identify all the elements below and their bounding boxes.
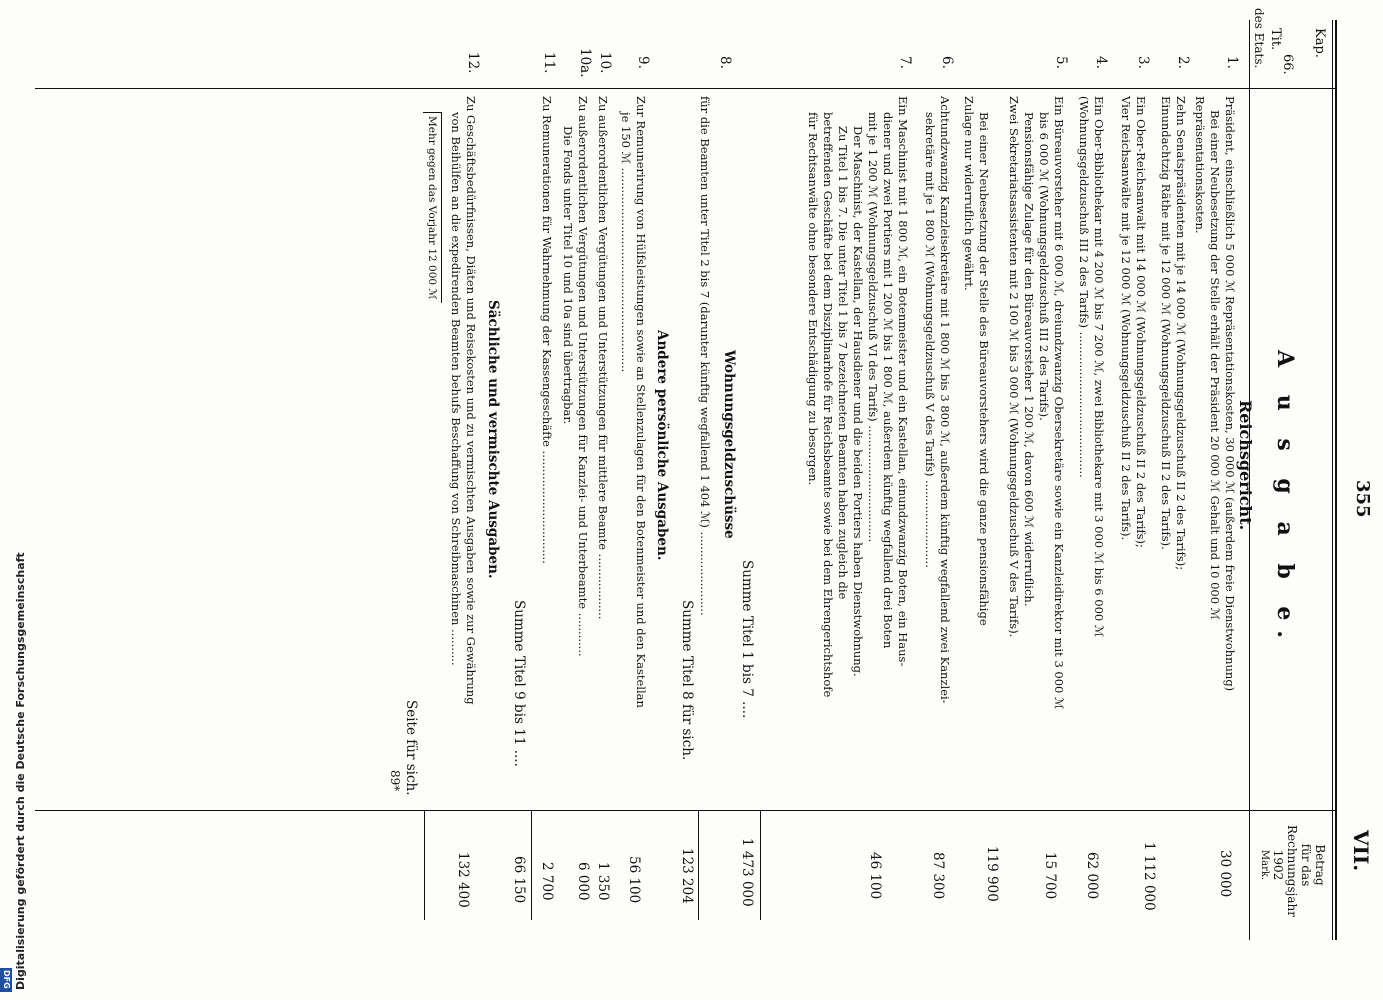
row-9-line: Zur Remunerirung von Hülfsleistungen sowie an Stellenzulagen für den Botenmeister und den Kastellan: [634, 96, 648, 708]
col-kap: Kap.: [1312, 28, 1327, 58]
tit-5: 5.: [1053, 56, 1069, 69]
row-8-sum-label: Summe Titel 8 für sich.: [679, 600, 695, 761]
row-3-line: Ein Ober-Reichsanwalt mit 14 000 ℳ (Wohnungsgeldzuschuß II 2 des Tarifs);: [1134, 96, 1148, 548]
chapter-number: 66.: [1280, 54, 1295, 75]
digitization-note-text: Digitalisierung gefördert durch die Deutsche Forschungsgemeinschaft: [14, 552, 27, 990]
sum-1-7-amount: 1 473 000: [739, 838, 755, 907]
row-11-line: Zu Remunerationen für Wahrnehmung der Kassengeschäfte ...............................: [540, 96, 554, 564]
row-1-line: Präsident, einschließlich 5 000 ℳ Repräsentationskosten, 30 000 ℳ (außerdem freie Dienstwohnung): [1223, 96, 1237, 692]
tit-7: 7.: [897, 56, 913, 69]
top-rule: [1335, 20, 1337, 940]
row-3-line: Vier Reichsanwälte mit je 12 000 ℳ (Wohnungsgeldzuschuß II 2 des Tarifs).: [1119, 96, 1133, 541]
col-tit: Tit.: [1268, 28, 1283, 51]
betrag-line: 1902: [1271, 849, 1285, 881]
row-7-line: für Rechtsanwälte ohne besondere Entschädigung zu besorgen.: [806, 112, 820, 486]
col-des-etats: des Etats.: [1252, 8, 1266, 69]
row-9-line: je 150 ℳ ........................................................: [619, 112, 633, 373]
main-heading: A u s g a b e.: [1272, 350, 1298, 649]
row-12-line: Zu Geschäftsbedürfnissen, Diäten und Reisekosten und zu vermischten Ausgaben sowie zur Gewährung: [464, 96, 478, 705]
row-1-line: Repräsentationskosten.: [1193, 96, 1207, 234]
section-number: VII.: [1349, 830, 1373, 872]
row-2-line: Zehn Senatspräsidenten mit je 14 000 ℳ (Wohnungsgeldzuschuß II 2 des Tarifs);: [1174, 96, 1188, 571]
amount-3: 1 112 000: [1141, 842, 1157, 911]
row-7-line: mit je 1 200 ℳ (Wohnungsgeldzuschuß VI des Tarifs) ................................: [866, 112, 880, 543]
amount-4: 62 000: [1084, 852, 1100, 900]
row-12-line: von Beihülfen an die expedirenden Beamten behufs Beschaffung von Schreibmaschinen ..........: [449, 112, 463, 666]
sum-9-11-amount: 66 150: [511, 856, 527, 904]
tit-8: 8.: [717, 56, 733, 69]
sum-1-7-label: Summe Titel 1 bis 7 ....: [739, 560, 755, 719]
tit-10a: 10a.: [577, 48, 593, 78]
row-4-line: Ein Ober-Bibliothekar mit 4 200 ℳ bis 7 200 ℳ, zwei Bibliothekare mit 3 000 ℳ bis 6 000 ℳ: [1092, 96, 1106, 638]
dfg-logo-text: DFG: [2, 970, 11, 989]
sheet-number: 89*: [388, 770, 402, 792]
other-personal-heading: Andere persönliche Ausgaben.: [654, 330, 670, 561]
tit-9: 9.: [635, 56, 651, 69]
row-7-line: Ein Maschinist mit 1 800 ℳ, ein Botenmeister und ein Kastellan, einundzwanzig Boten, ein Haus-: [896, 96, 910, 667]
row-8-line: für die Beamten unter Titel 2 bis 7 (darunter künftig wegfallend 1 404 ℳ) .......................: [698, 96, 712, 616]
row-12-note: Mehr gegen das Vorjahr 12 000 ℳ: [423, 112, 442, 303]
row-8-heading: Wohnungsgeldzuschüsse: [721, 350, 737, 539]
tit-10: 10.: [597, 52, 613, 74]
row-7-line: Der Maschinist, der Kastellan, der Hausdiener und die beiden Portiers haben Dienstwohnung.: [851, 126, 865, 677]
amount-7: 46 100: [867, 852, 883, 900]
row-2-line: Einundachtzig Räthe mit je 12 000 ℳ (Wohnungsgeldzuschuß II 2 des Tarifs).: [1159, 96, 1173, 550]
row-5-line: Pensionsfähige Zulage für den Büreauvorsteher 1 200 ℳ, davon 600 ℳ widerruflich.: [1022, 112, 1036, 607]
row-7-line: diener und zwei Portiers mit 1 200 ℳ bis 1 800 ℳ, außerdem künftig wegfallend drei Boten: [881, 112, 895, 649]
sum-rule: [531, 810, 532, 920]
betrag-mark: Mark.: [1259, 849, 1270, 881]
sum-rule: [424, 810, 425, 920]
tit-12: 12.: [465, 52, 481, 74]
tit-4: 4.: [1093, 56, 1109, 69]
row-7-line: Zu Titel 1 bis 7. Die unter Titel 1 bis 7 bezeichneten Beamten haben zugleich die: [836, 126, 850, 600]
row-10-line: Zu außerordentlichen Vergütungen und Unterstützungen für mittlere Beamte ..................: [596, 96, 610, 620]
row-4-line: (Wohnungsgeldzuschuß III 2 des Tarifs) ........................................: [1077, 96, 1091, 478]
betrag-line: für das: [1299, 843, 1313, 887]
betrag-line: Rechnungsjahr: [1285, 825, 1299, 917]
tit-11: 11.: [541, 52, 557, 74]
row-1-line: Bei einer Neubesetzung der Stelle erhält der Präsident 20 000 ℳ Gehalt und 10 000 ℳ: [1208, 110, 1222, 620]
row-5-line: Zwei Sekretariatsassistenten mit 2 100 ℳ bis 3 000 ℳ (Wohnungsgeldzuschuß V des Tarifs).: [1007, 96, 1021, 638]
tit-3: 3.: [1135, 56, 1151, 69]
top-rule-thin: [1332, 20, 1333, 940]
sum-rule: [760, 810, 761, 920]
row-7-line: betreffenden Geschäfte bei dem Disziplinarhofe für Reichsbeamte sowie bei dem Ehrengerichtshofe: [821, 112, 835, 698]
amount-8: 123 204: [679, 848, 695, 904]
amount-5: 15 700: [1042, 852, 1058, 900]
col-betrag: [1257, 825, 1327, 917]
row-5-line: Ein Büreauvorsteher mit 6 000 ℳ, dreiundzwanzig Obersekretäre sowie ein Kanzleidirektor mit 3 000 ℳ: [1052, 96, 1066, 710]
amount-12: 132 400: [455, 852, 471, 908]
material-heading: Sächliche und vermischte Ausgaben.: [485, 300, 501, 579]
amount-10: 1 350: [595, 862, 611, 901]
sum-9-11-label: Summe Titel 9 bis 11 ....: [511, 600, 527, 767]
amount-5b: 119 900: [984, 846, 1000, 902]
page-number: 355: [1352, 480, 1373, 518]
row-12-sum-label: Seite für sich.: [403, 700, 419, 796]
sum-rule: [698, 810, 699, 920]
chapter-title: Reichsgericht.: [1236, 400, 1255, 531]
row-6-line: Achtundzwanzig Kanzleisekretäre mit 1 800 ℳ bis 3 800 ℳ, außerdem künftig wegfallend zwei Kanzlei-: [938, 96, 952, 704]
row-10a-line: Zu außerordentlichen Vergütungen und Unterstützungen für Kanzlei- und Unterbeamte ............: [576, 96, 590, 657]
amount-9: 56 100: [626, 856, 642, 904]
amount-10a: 6 000: [575, 862, 591, 901]
amount-11: 2 700: [539, 862, 555, 901]
row-5-line: bis 6 000 ℳ (Wohnungsgeldzuschuß III 2 des Tarifs).: [1037, 112, 1051, 421]
row-5-line: Zulage nur widerruflich gewährt.: [962, 96, 976, 291]
amount-1: 30 000: [1217, 850, 1233, 898]
col-rule-right: [35, 810, 1335, 811]
tit-2: 2.: [1175, 56, 1191, 69]
col-rule-left: [35, 88, 1335, 89]
row-6-line: sekretäre mit je 1 800 ℳ (Wohnungsgeldzuschuß V des Tarifs) ........................: [923, 112, 937, 568]
tit-6: 6.: [939, 56, 955, 69]
row-5-line: Bei einer Neubesetzung der Stelle des Büreauvorstehers wird die ganze pensionsfähige: [977, 112, 991, 626]
betrag-line: Betrag: [1313, 844, 1327, 886]
tit-1: 1.: [1224, 56, 1240, 69]
row-10a-line: Die Fonds unter Titel 10 und 10a sind übertragbar.: [561, 126, 575, 425]
amount-6: 87 300: [930, 852, 946, 900]
